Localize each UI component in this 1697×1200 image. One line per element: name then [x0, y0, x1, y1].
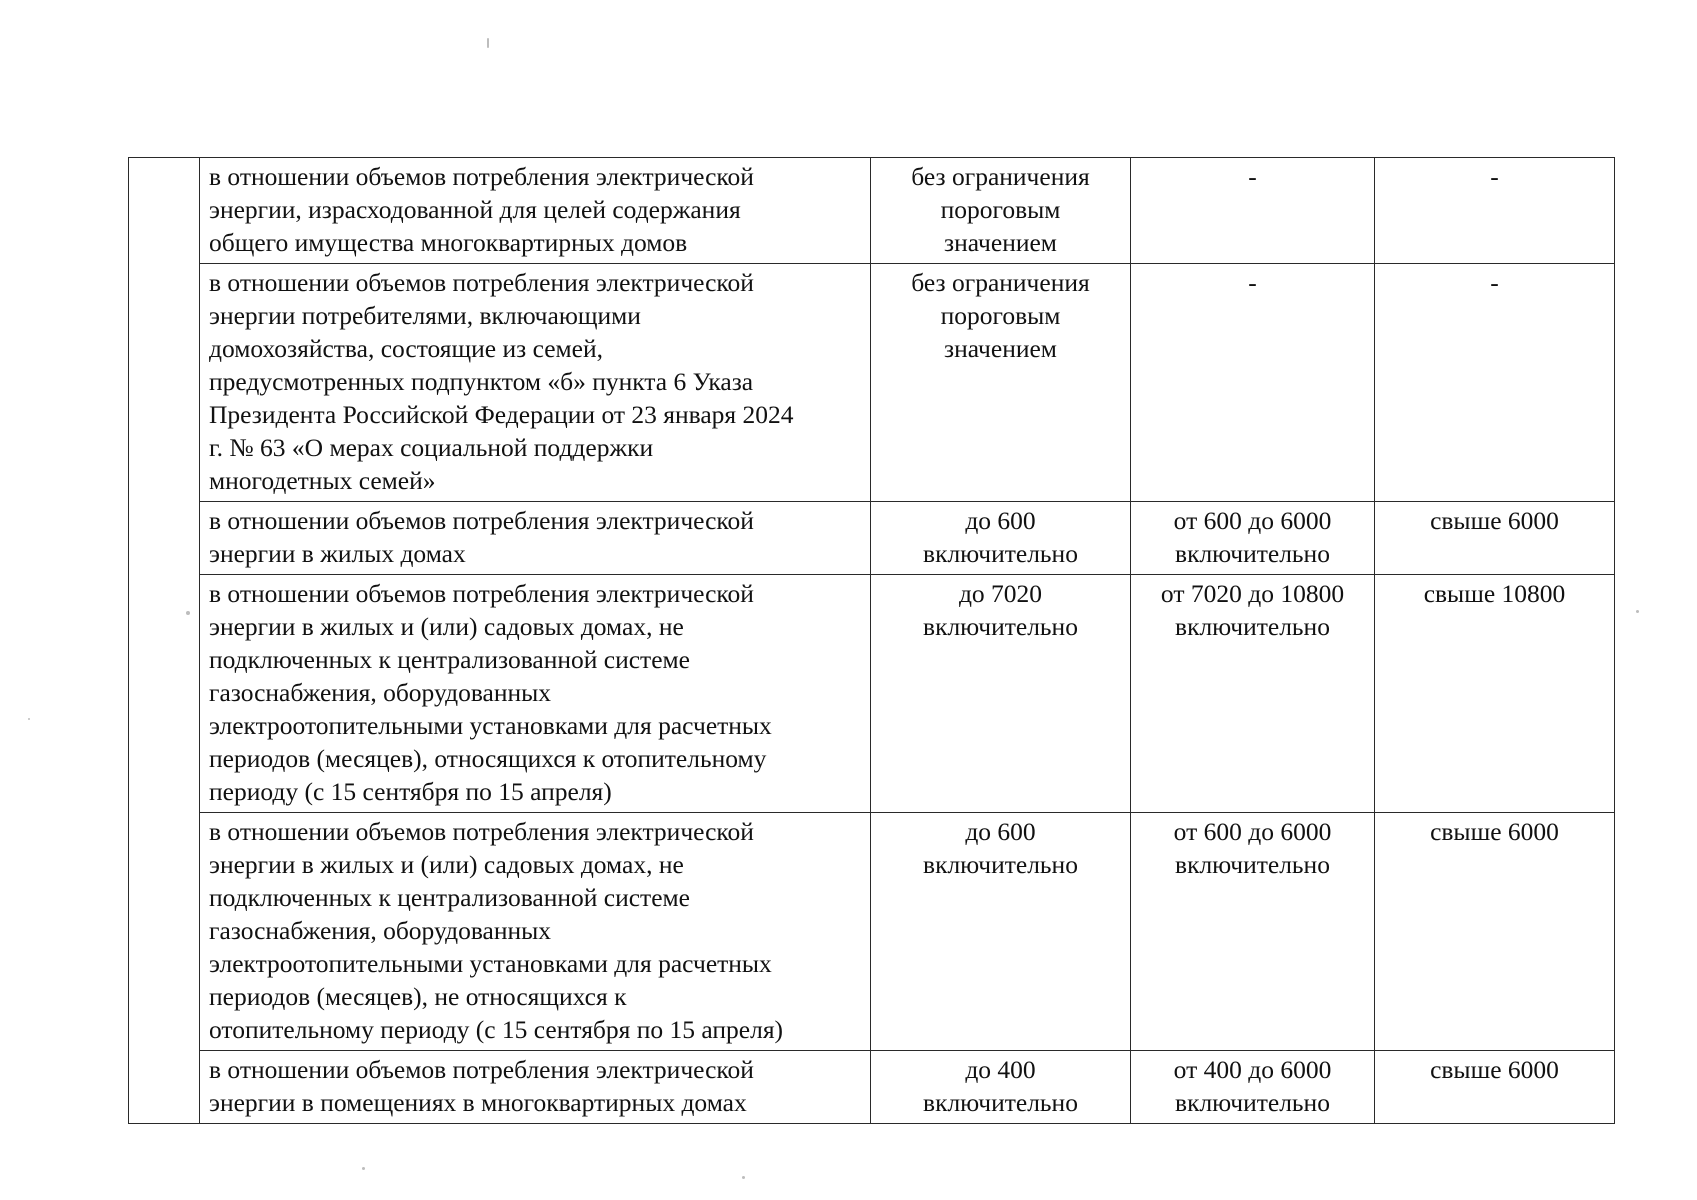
text-line: периоду (с 15 сентября по 15 апреля) — [209, 777, 612, 806]
row-number-cell — [129, 158, 200, 1124]
text-line: электроотопительными установками для расчетных — [209, 711, 772, 740]
text-line: включительно — [923, 850, 1078, 879]
text-line: энергии в жилых и (или) садовых домах, не — [209, 850, 684, 879]
third-range-cell — [1375, 575, 1615, 813]
text-line: включительно — [1175, 1088, 1330, 1117]
text-line: - — [1490, 268, 1499, 297]
first-range-cell — [871, 264, 1131, 502]
first-range-cell — [871, 158, 1131, 264]
text-line: включительно — [1175, 612, 1330, 641]
first-range-cell — [871, 502, 1131, 575]
text-line: газоснабжения, оборудованных — [209, 916, 552, 945]
text-line: в отношении объемов потребления электрической — [209, 506, 754, 535]
text-line: без ограничения — [911, 268, 1090, 297]
third-range-cell — [1375, 158, 1615, 264]
text-line: свыше 10800 — [1423, 579, 1566, 608]
text-line: до 400 — [965, 1055, 1036, 1084]
text-line: - — [1248, 268, 1257, 297]
text-line: в отношении объемов потребления электрической — [209, 817, 754, 846]
text-line: пороговым — [940, 195, 1061, 224]
text-line: отопительному периоду (с 15 сентября по 15 апреля) — [209, 1015, 784, 1044]
description-cell — [200, 158, 871, 264]
text-line: до 600 — [965, 506, 1036, 535]
text-line: энергии потребителями, включающими — [209, 301, 641, 330]
third-range-cell — [1375, 813, 1615, 1051]
second-range-cell — [1131, 1051, 1375, 1124]
description-cell — [200, 813, 871, 1051]
text-line: периодов (месяцев), относящихся к отопительному — [209, 744, 767, 773]
third-range-cell — [1375, 1051, 1615, 1124]
table-row — [129, 575, 1615, 813]
scan-speck — [487, 38, 489, 48]
text-line: значением — [944, 228, 1057, 257]
table-body — [129, 158, 1615, 1124]
text-line: в отношении объемов потребления электрической — [209, 579, 754, 608]
text-line: предусмотренных подпунктом «б» пункта 6 Указа — [209, 367, 754, 396]
table-row — [129, 264, 1615, 502]
second-range-cell — [1131, 158, 1375, 264]
table-row — [129, 1051, 1615, 1124]
text-line: пороговым — [940, 301, 1061, 330]
text-line: значением — [944, 334, 1057, 363]
scan-speck — [742, 1176, 745, 1179]
text-line: включительно — [1175, 850, 1330, 879]
description-cell — [200, 575, 871, 813]
second-range-cell — [1131, 575, 1375, 813]
text-line: до 600 — [965, 817, 1036, 846]
text-line: в отношении объемов потребления электрической — [209, 268, 754, 297]
third-range-cell — [1375, 502, 1615, 575]
text-line: - — [1248, 162, 1257, 191]
text-line: в отношении объемов потребления электрической — [209, 1055, 754, 1084]
text-line: включительно — [923, 1088, 1078, 1117]
first-range-cell — [871, 813, 1131, 1051]
text-line: свыше 6000 — [1430, 1055, 1559, 1084]
text-line: энергии в жилых домах — [209, 539, 466, 568]
text-line: домохозяйства, состоящие из семей, — [209, 334, 604, 363]
text-line: энергии в помещениях в многоквартирных домах — [209, 1088, 747, 1117]
text-line: энергии, израсходованной для целей содержания — [209, 195, 741, 224]
text-line: многодетных семей» — [209, 466, 436, 495]
text-line: энергии в жилых и (или) садовых домах, не — [209, 612, 684, 641]
text-line: до 7020 — [958, 579, 1043, 608]
third-range-cell — [1375, 264, 1615, 502]
text-line: электроотопительными установками для расчетных — [209, 949, 772, 978]
text-line: от 600 до 6000 — [1173, 506, 1332, 535]
text-line: включительно — [1175, 539, 1330, 568]
text-line: свыше 6000 — [1430, 506, 1559, 535]
table-row — [129, 813, 1615, 1051]
text-line: от 7020 до 10800 — [1160, 579, 1345, 608]
text-line: от 600 до 6000 — [1173, 817, 1332, 846]
text-line: Президента Российской Федерации от 23 января 2024 — [209, 400, 794, 429]
text-line: без ограничения — [911, 162, 1090, 191]
scan-speck — [28, 718, 30, 720]
description-cell — [200, 502, 871, 575]
scan-speck — [362, 1167, 365, 1170]
text-line: включительно — [923, 539, 1078, 568]
table-row — [129, 502, 1615, 575]
second-range-cell — [1131, 264, 1375, 502]
second-range-cell — [1131, 813, 1375, 1051]
text-line: общего имущества многоквартирных домов — [209, 228, 688, 257]
text-line: газоснабжения, оборудованных — [209, 678, 552, 707]
tariff-threshold-table — [128, 157, 1615, 1124]
text-line: периодов (месяцев), не относящихся к — [209, 982, 627, 1011]
text-line: в отношении объемов потребления электрической — [209, 162, 754, 191]
text-line: г. № 63 «О мерах социальной поддержки — [209, 433, 654, 462]
text-line: от 400 до 6000 — [1173, 1055, 1332, 1084]
table-row — [129, 158, 1615, 264]
description-cell — [200, 264, 871, 502]
text-line: подключенных к централизованной системе — [209, 883, 690, 912]
text-line: подключенных к централизованной системе — [209, 645, 690, 674]
first-range-cell — [871, 575, 1131, 813]
text-line: включительно — [923, 612, 1078, 641]
scan-speck — [1636, 610, 1639, 613]
first-range-cell — [871, 1051, 1131, 1124]
second-range-cell — [1131, 502, 1375, 575]
text-line: - — [1490, 162, 1499, 191]
description-cell — [200, 1051, 871, 1124]
text-line: свыше 6000 — [1430, 817, 1559, 846]
